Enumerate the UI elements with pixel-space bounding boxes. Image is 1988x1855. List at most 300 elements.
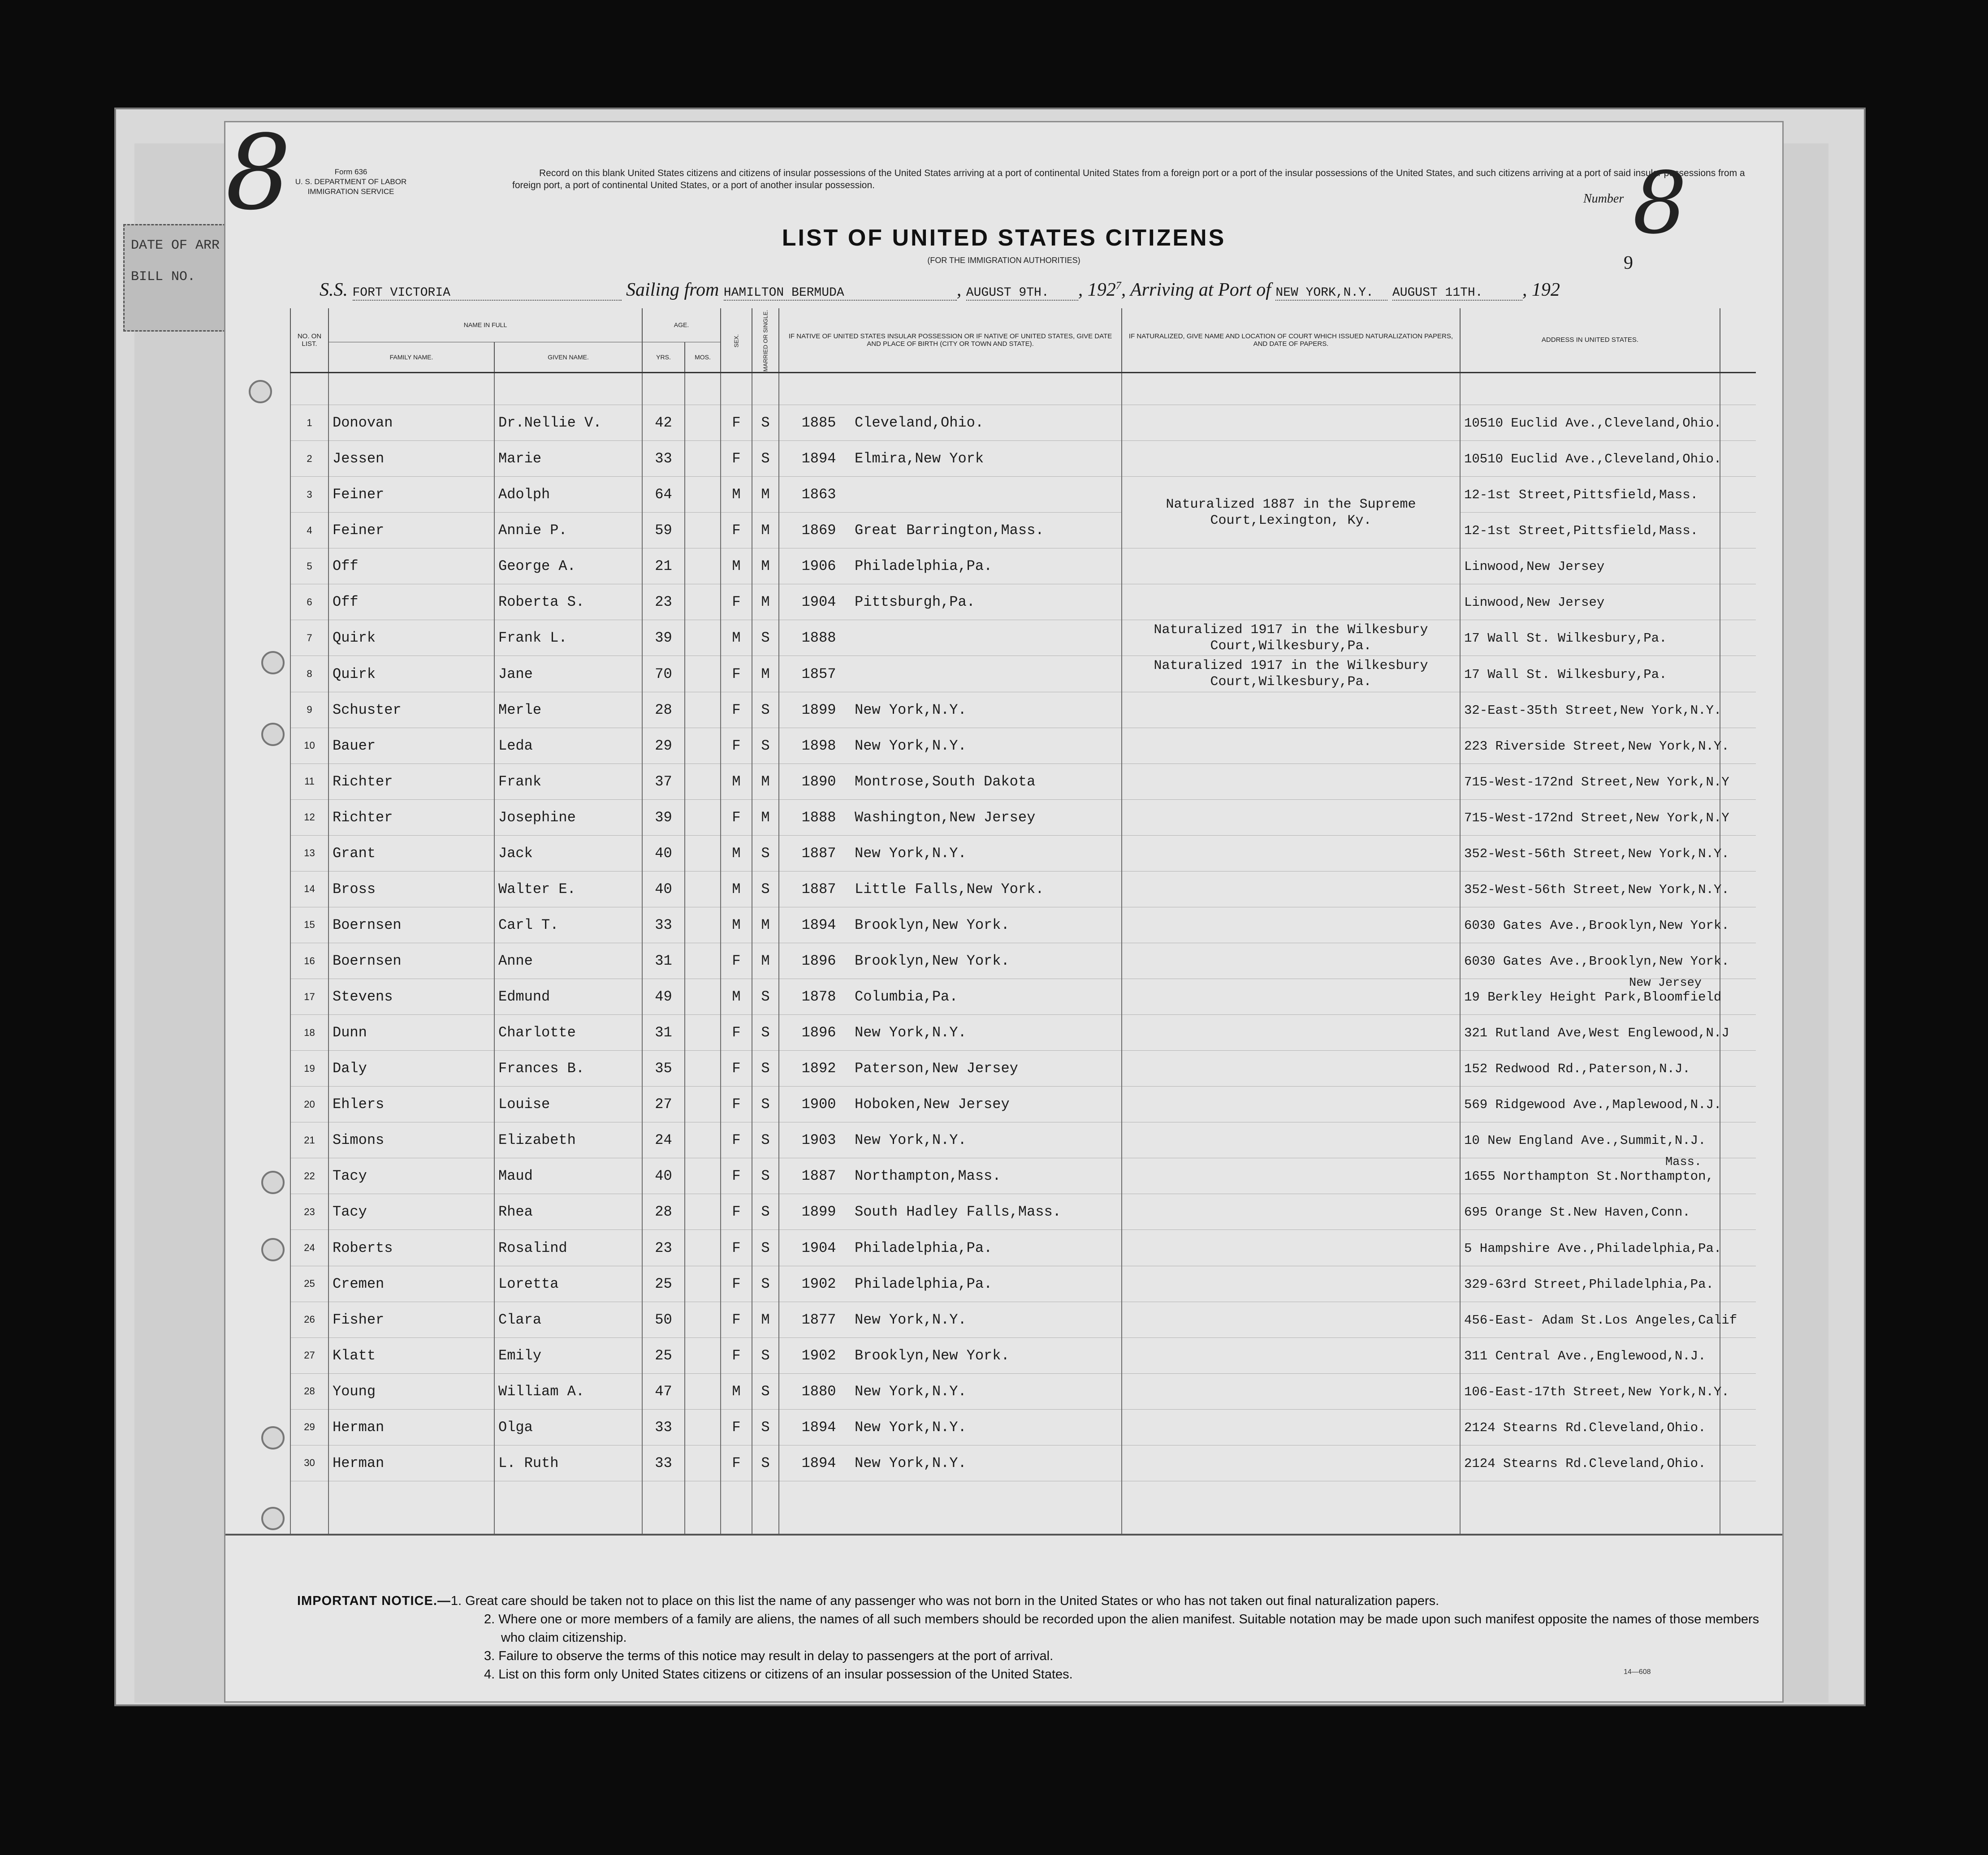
- age-years: 33: [642, 907, 685, 943]
- naturalization-info: [1122, 728, 1460, 764]
- birth-year: 1904: [801, 1239, 836, 1256]
- birth-year: 1896: [801, 953, 836, 969]
- birth-info: [779, 477, 1122, 513]
- family-name: Dunn: [328, 1015, 494, 1051]
- given-name: Walter E.: [494, 871, 642, 907]
- birth-place: Brooklyn,New York.: [855, 1347, 1010, 1364]
- birth-year: 1878: [801, 988, 836, 1005]
- given-name: Rosalind: [494, 1230, 642, 1266]
- birth-info: [779, 656, 1122, 692]
- given-name: Elizabeth: [494, 1122, 642, 1158]
- given-name: Josephine: [494, 799, 642, 835]
- birth-info: [779, 1051, 1122, 1087]
- birth-year: 1902: [801, 1347, 836, 1364]
- sex: F: [721, 1230, 752, 1266]
- birth-info: [779, 764, 1122, 799]
- us-address: [1460, 477, 1720, 513]
- age-months: [685, 1158, 721, 1194]
- us-address: [1460, 1158, 1720, 1194]
- naturalization-info: [1122, 979, 1460, 1015]
- page-subtitle: (FOR THE IMMIGRATION AUTHORITIES): [927, 256, 1080, 265]
- birth-info: [779, 1087, 1122, 1122]
- family-name: Simons: [328, 1122, 494, 1158]
- sex: M: [721, 835, 752, 871]
- row-number: 30: [290, 1445, 328, 1481]
- passenger-row: [290, 1266, 1756, 1302]
- us-address: [1460, 1445, 1720, 1481]
- address-text: 352-West-56th Street,New York,N.Y.: [1464, 882, 1729, 897]
- sex: F: [721, 1445, 752, 1481]
- address-text: 106-East-17th Street,New York,N.Y.: [1464, 1384, 1729, 1399]
- marital-status: M: [752, 548, 779, 584]
- birth-info: [779, 692, 1122, 728]
- birth-info: [779, 513, 1122, 548]
- voyage-line: S.S. FORT VICTORIA Sailing from HAMILTON BERMUDA , AUGUST 9TH. , $192^7$, Arriving at Port of NEW YORK,N.Y. AUGUST 11TH. , 192: [320, 280, 1560, 300]
- passenger-row: [290, 441, 1756, 477]
- blank-cell: [1720, 548, 1756, 584]
- birth-year: 1899: [801, 701, 836, 718]
- sex: F: [721, 692, 752, 728]
- birth-place: Columbia,Pa.: [855, 988, 958, 1005]
- birth-year: 1904: [801, 594, 836, 611]
- age-months: [685, 1230, 721, 1266]
- naturalization-info: [1122, 764, 1460, 799]
- age-months: [685, 1445, 721, 1481]
- sex: M: [721, 620, 752, 656]
- notice-item-2: 2. Where one or more members of a family are aliens, the names of all such members should be recorded upon the alien manifest. Suitable notation may be made upon such manifest opposite the names of those members who claim citizenship.: [484, 1612, 1759, 1645]
- naturalization-info: [1122, 1015, 1460, 1051]
- number-label: Number: [1583, 192, 1624, 206]
- passenger-row: [290, 405, 1756, 441]
- address-text: 17 Wall St. Wilkesbury,Pa.: [1464, 667, 1667, 682]
- row-number: 17: [290, 979, 328, 1015]
- blank-cell: [1720, 1266, 1756, 1302]
- birth-place: Hoboken,New Jersey: [855, 1096, 1010, 1113]
- punch-hole: [261, 1426, 285, 1449]
- birth-year: 1863: [801, 486, 836, 503]
- marital-status: M: [752, 513, 779, 548]
- marital-status: S: [752, 692, 779, 728]
- age-months: [685, 692, 721, 728]
- passenger-row: [290, 979, 1756, 1015]
- row-number: 4: [290, 513, 328, 548]
- naturalization-info: [1122, 943, 1460, 979]
- birth-place: New York,N.Y.: [855, 845, 967, 862]
- age-months: [685, 1015, 721, 1051]
- age-months: [685, 1266, 721, 1302]
- address-text: 715-West-172nd Street,New York,N.Y: [1464, 810, 1729, 825]
- sex: M: [721, 907, 752, 943]
- marital-status: M: [752, 764, 779, 799]
- given-name: Leda: [494, 728, 642, 764]
- sex: F: [721, 1302, 752, 1337]
- birth-year: 1906: [801, 558, 836, 575]
- address-text: 152 Redwood Rd.,Paterson,N.J.: [1464, 1061, 1690, 1077]
- birth-info: [779, 1230, 1122, 1266]
- punch-hole: [261, 723, 285, 746]
- age-months: [685, 871, 721, 907]
- sex: M: [721, 871, 752, 907]
- birth-place: Pittsburgh,Pa.: [855, 594, 975, 611]
- col-sex: SEX.: [721, 308, 752, 372]
- birth-place: Elmira,New York: [855, 450, 984, 467]
- passenger-row: [290, 764, 1756, 799]
- age-months: [685, 405, 721, 441]
- given-name: William A.: [494, 1373, 642, 1409]
- given-name: Annie P.: [494, 513, 642, 548]
- age-years: 25: [642, 1266, 685, 1302]
- age-years: 21: [642, 548, 685, 584]
- birth-year: 1880: [801, 1383, 836, 1400]
- age-months: [685, 1087, 721, 1122]
- given-name: Loretta: [494, 1266, 642, 1302]
- age-years: 28: [642, 1194, 685, 1230]
- sex: F: [721, 1194, 752, 1230]
- age-months: [685, 1194, 721, 1230]
- sex: F: [721, 1409, 752, 1445]
- age-years: 49: [642, 979, 685, 1015]
- birth-place: Little Falls,New York.: [855, 880, 1044, 897]
- row-number: 23: [290, 1194, 328, 1230]
- age-years: 40: [642, 1158, 685, 1194]
- naturalization-info: [1122, 692, 1460, 728]
- address-text: 6030 Gates Ave.,Brooklyn,New York.: [1464, 954, 1729, 969]
- row-number: 29: [290, 1409, 328, 1445]
- family-name: Bross: [328, 871, 494, 907]
- row-number: 13: [290, 835, 328, 871]
- naturalization-info: [1122, 1158, 1460, 1194]
- naturalization-info: [1122, 548, 1460, 584]
- row-number: 15: [290, 907, 328, 943]
- passenger-row: [290, 477, 1756, 513]
- arrival-date: AUGUST 11TH.: [1392, 286, 1522, 301]
- row-number: 10: [290, 728, 328, 764]
- marital-status: S: [752, 835, 779, 871]
- age-months: [685, 1302, 721, 1337]
- us-address: [1460, 1409, 1720, 1445]
- passenger-row: [290, 1194, 1756, 1230]
- col-family: FAMILY NAME.: [328, 342, 494, 372]
- birth-place: New York,N.Y.: [855, 1024, 967, 1041]
- given-name: Adolph: [494, 477, 642, 513]
- address-text: 321 Rutland Ave,West Englewood,N.J: [1464, 1026, 1729, 1041]
- blank-cell: [1720, 477, 1756, 513]
- birth-info: [779, 871, 1122, 907]
- family-name: Cremen: [328, 1266, 494, 1302]
- age-years: 33: [642, 441, 685, 477]
- stub-line-2: BILL NO.: [131, 269, 196, 285]
- blank-cell: [1720, 692, 1756, 728]
- blank-row: [290, 372, 1756, 405]
- marital-status: S: [752, 1409, 779, 1445]
- family-name: Bauer: [328, 728, 494, 764]
- age-years: 42: [642, 405, 685, 441]
- given-name: Edmund: [494, 979, 642, 1015]
- address-text: 715-West-172nd Street,New York,N.Y: [1464, 774, 1729, 789]
- family-name: Feiner: [328, 477, 494, 513]
- marital-status: S: [752, 620, 779, 656]
- row-number: 11: [290, 764, 328, 799]
- birth-place: Great Barrington,Mass.: [855, 522, 1044, 539]
- row-number: 12: [290, 799, 328, 835]
- col-no: NO. ON LIST.: [290, 308, 328, 372]
- address-text: 2124 Stearns Rd.Cleveland,Ohio.: [1464, 1420, 1706, 1435]
- us-address: [1460, 1015, 1729, 1051]
- naturalization-info: [1122, 835, 1460, 871]
- passenger-row: [290, 692, 1756, 728]
- birth-place: New York,N.Y.: [855, 1311, 967, 1328]
- address-text: 17 Wall St. Wilkesbury,Pa.: [1464, 631, 1667, 646]
- naturalization-info: [1122, 1409, 1460, 1445]
- given-name: Marie: [494, 441, 642, 477]
- marital-status: S: [752, 1087, 779, 1122]
- page-number: 9: [1624, 253, 1633, 273]
- address-text: 12-1st Street,Pittsfield,Mass.: [1464, 487, 1698, 503]
- row-number: 16: [290, 943, 328, 979]
- given-name: Frank: [494, 764, 642, 799]
- age-years: 39: [642, 799, 685, 835]
- naturalization-info: [1122, 799, 1460, 835]
- address-text: 2124 Stearns Rd.Cleveland,Ohio.: [1464, 1456, 1706, 1471]
- col-blank: [1720, 308, 1756, 372]
- age-months: [685, 728, 721, 764]
- blank-cell: [1720, 1051, 1756, 1087]
- marital-status: M: [752, 943, 779, 979]
- passenger-row: [290, 1445, 1756, 1481]
- table-bottom-rule: [225, 1534, 1782, 1536]
- birth-place: New York,N.Y.: [855, 1419, 967, 1436]
- birth-place: New York,N.Y.: [855, 1383, 967, 1400]
- birth-info: [779, 1266, 1122, 1302]
- given-name: Jane: [494, 656, 642, 692]
- row-number: 20: [290, 1087, 328, 1122]
- sex: M: [721, 979, 752, 1015]
- naturalization-info: [1122, 1230, 1460, 1266]
- us-address: [1460, 1087, 1720, 1122]
- birth-info: [779, 548, 1122, 584]
- us-address: [1460, 513, 1720, 548]
- sex: F: [721, 441, 752, 477]
- family-name: Roberts: [328, 1230, 494, 1266]
- birth-place: New York,N.Y.: [855, 1454, 967, 1471]
- important-notice: [297, 1592, 1776, 1684]
- sailing-label: Sailing from: [626, 280, 719, 300]
- blank-cell: [1720, 1337, 1756, 1373]
- birth-info: [779, 1337, 1122, 1373]
- birth-place: Montrose,South Dakota: [855, 773, 1036, 790]
- us-address: [1460, 799, 1729, 835]
- blank-cell: [1720, 1122, 1756, 1158]
- birth-info: [779, 1122, 1122, 1158]
- row-number: 2: [290, 441, 328, 477]
- passenger-row: [290, 1302, 1756, 1337]
- birth-place: New York,N.Y.: [855, 701, 967, 718]
- birth-year: 1894: [801, 1454, 836, 1471]
- marital-status: M: [752, 656, 779, 692]
- birth-info: [779, 835, 1122, 871]
- blank-cell: [1720, 656, 1756, 692]
- us-address: [1460, 943, 1729, 979]
- given-name: Charlotte: [494, 1015, 642, 1051]
- family-name: Schuster: [328, 692, 494, 728]
- address-text: Linwood,New Jersey: [1464, 595, 1605, 610]
- marital-status: S: [752, 1051, 779, 1087]
- departure-port: HAMILTON BERMUDA: [724, 286, 957, 301]
- us-address: [1460, 441, 1720, 477]
- record-instructions: Record on this blank United States citizens and citizens of insular possessions of the United States arriving at a port of continental United States from a foreign port or a port of the insular possessions of the United States, and such citizens arriving at a port of said insular possessions from a foreign port, a port of continental United States, or a port of another insular possession.: [512, 168, 1745, 190]
- birth-year: 1857: [801, 665, 836, 682]
- given-name: Frances B.: [494, 1051, 642, 1087]
- passenger-row: [290, 943, 1756, 979]
- age-months: [685, 764, 721, 799]
- punch-hole: [261, 1238, 285, 1261]
- birth-place: Brooklyn,New York.: [855, 916, 1010, 933]
- age-years: 28: [642, 692, 685, 728]
- passenger-row: [290, 871, 1756, 907]
- us-address: [1460, 548, 1720, 584]
- family-name: Young: [328, 1373, 494, 1409]
- age-months: [685, 1409, 721, 1445]
- age-years: 24: [642, 1122, 685, 1158]
- sex: F: [721, 405, 752, 441]
- blank-cell: [1720, 441, 1756, 477]
- birth-place: New York,N.Y.: [855, 1132, 967, 1149]
- sex: F: [721, 1087, 752, 1122]
- marital-status: S: [752, 1266, 779, 1302]
- given-name: George A.: [494, 548, 642, 584]
- service-name: IMMIGRATION SERVICE: [307, 187, 394, 196]
- row-number: 3: [290, 477, 328, 513]
- marital-status: S: [752, 1230, 779, 1266]
- address-text: 223 Riverside Street,New York,N.Y.: [1464, 738, 1729, 754]
- birth-year: 1885: [801, 414, 836, 431]
- birth-info: [779, 907, 1122, 943]
- given-name: Olga: [494, 1409, 642, 1445]
- age-months: [685, 943, 721, 979]
- naturalization-info: [1122, 1266, 1460, 1302]
- arrival-year: 192: [1531, 280, 1560, 300]
- given-name: L. Ruth: [494, 1445, 642, 1481]
- us-address: [1460, 764, 1729, 799]
- col-address: ADDRESS IN UNITED STATES.: [1460, 308, 1720, 372]
- sex: F: [721, 1051, 752, 1087]
- passenger-row: [290, 1158, 1756, 1194]
- sex: F: [721, 1122, 752, 1158]
- age-months: [685, 1337, 721, 1373]
- birth-year: 1898: [801, 737, 836, 754]
- address-text: 10510 Euclid Ave.,Cleveland,Ohio.: [1464, 452, 1722, 467]
- age-years: 27: [642, 1087, 685, 1122]
- birth-info: [779, 1373, 1122, 1409]
- birth-info: [779, 1158, 1122, 1194]
- age-years: 25: [642, 1337, 685, 1373]
- passenger-row: [290, 835, 1756, 871]
- blank-row: [290, 1481, 1756, 1535]
- family-name: Jessen: [328, 441, 494, 477]
- age-years: 33: [642, 1445, 685, 1481]
- passenger-row: [290, 620, 1756, 656]
- birth-year: 1888: [801, 630, 836, 647]
- birth-place: South Hadley Falls,Mass.: [855, 1204, 1061, 1221]
- family-name: Tacy: [328, 1194, 494, 1230]
- age-years: 31: [642, 943, 685, 979]
- us-address: [1460, 1337, 1720, 1373]
- birth-year: 1887: [801, 1168, 836, 1185]
- address-text: 12-1st Street,Pittsfield,Mass.: [1464, 523, 1698, 539]
- col-birth: IF NATIVE OF UNITED STATES INSULAR POSSESSION OR IF NATIVE OF UNITED STATES, GIVE DATE AND PLACE OF BIRTH (CITY OR TOWN AND STATE).: [779, 308, 1122, 372]
- birth-info: [779, 584, 1122, 620]
- age-months: [685, 656, 721, 692]
- birth-year: 1899: [801, 1204, 836, 1221]
- address-text: 695 Orange St.New Haven,Conn.: [1464, 1205, 1690, 1220]
- naturalization-info: [1122, 1194, 1460, 1230]
- marital-status: S: [752, 979, 779, 1015]
- address-note: New Jersey: [1629, 976, 1702, 990]
- passenger-row: [290, 656, 1756, 692]
- given-name: Rhea: [494, 1194, 642, 1230]
- row-number: 6: [290, 584, 328, 620]
- age-months: [685, 1373, 721, 1409]
- passenger-row: [290, 1015, 1756, 1051]
- blank-cell: [1720, 1158, 1756, 1194]
- passenger-row: [290, 548, 1756, 584]
- row-number: 21: [290, 1122, 328, 1158]
- marital-status: S: [752, 441, 779, 477]
- birth-year: 1894: [801, 1419, 836, 1436]
- marital-status: M: [752, 1302, 779, 1337]
- family-name: Boernsen: [328, 943, 494, 979]
- sex: F: [721, 943, 752, 979]
- address-text: 311 Central Ave.,Englewood,N.J.: [1464, 1348, 1706, 1363]
- punch-hole: [261, 651, 285, 674]
- age-years: 47: [642, 1373, 685, 1409]
- birth-place: Cleveland,Ohio.: [855, 414, 984, 431]
- sex: F: [721, 799, 752, 835]
- sex: F: [721, 513, 752, 548]
- birth-info: [779, 620, 1122, 656]
- age-years: 70: [642, 656, 685, 692]
- given-name: Carl T.: [494, 907, 642, 943]
- age-years: 33: [642, 1409, 685, 1445]
- given-name: Maud: [494, 1158, 642, 1194]
- family-name: Richter: [328, 799, 494, 835]
- notice-item-3: 3. Failure to observe the terms of this notice may result in delay to passengers at the port of arrival.: [484, 1649, 1054, 1663]
- notice-item-1: IMPORTANT NOTICE.—1. Great care should be taken not to place on this list the name of any passenger who was not born in the United States or who has not taken out final naturalization papers.: [297, 1594, 1439, 1608]
- row-number: 19: [290, 1051, 328, 1087]
- passenger-row: [290, 1337, 1756, 1373]
- naturalization-info: [1122, 1087, 1460, 1122]
- given-name: Anne: [494, 943, 642, 979]
- row-number: 26: [290, 1302, 328, 1337]
- form-identifier: [284, 167, 418, 197]
- age-months: [685, 477, 721, 513]
- address-text: 32-East-35th Street,New York,N.Y.: [1464, 703, 1722, 718]
- marital-status: S: [752, 1445, 779, 1481]
- blank-cell: [1720, 1409, 1756, 1445]
- passenger-row: [290, 1122, 1756, 1158]
- naturalization-info: Naturalized 1917 in the Wilkesbury Court,Wilkesbury,Pa.: [1122, 620, 1460, 656]
- age-years: 40: [642, 871, 685, 907]
- marital-status: S: [752, 1122, 779, 1158]
- family-name: Off: [328, 548, 494, 584]
- passenger-row: [290, 513, 1756, 548]
- age-years: 23: [642, 1230, 685, 1266]
- birth-year: 1877: [801, 1311, 836, 1328]
- birth-place: Washington,New Jersey: [855, 809, 1036, 826]
- given-name: Clara: [494, 1302, 642, 1337]
- given-name: Emily: [494, 1337, 642, 1373]
- sailing-year: $192^7$: [1087, 280, 1121, 300]
